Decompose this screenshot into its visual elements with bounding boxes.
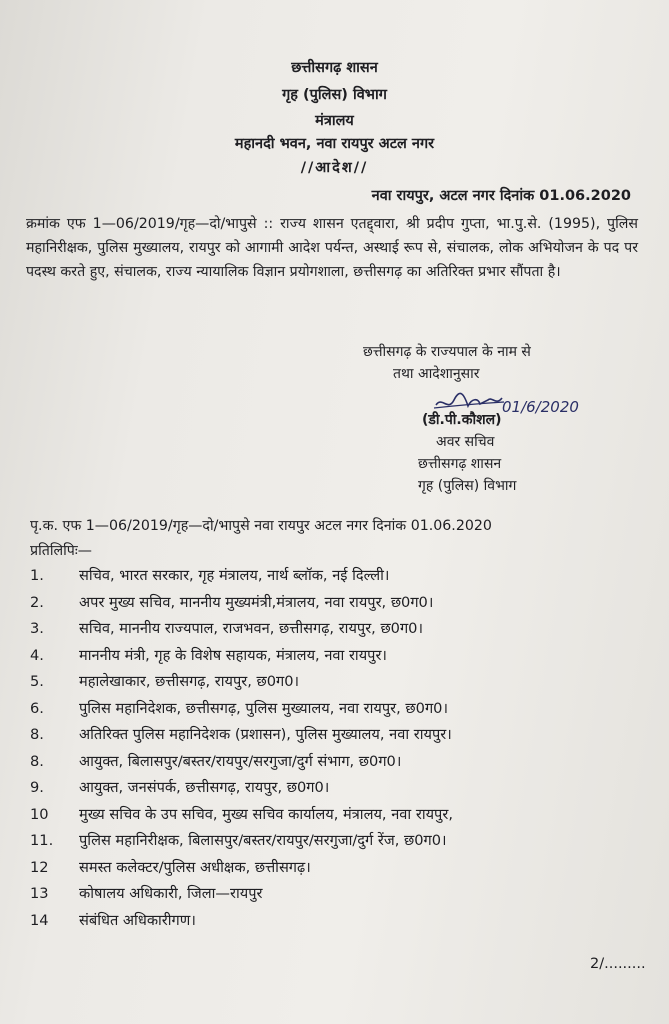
list-item (30, 590, 650, 617)
list-item-number: 5. (30, 673, 44, 690)
list-item-number: 3. (30, 620, 44, 637)
list-item-text: माननीय मंत्री, गृह के विशेष सहायक, मंत्रालय, नवा रायपुर। (79, 646, 387, 664)
header-department: गृह (पुलिस) विभाग (282, 87, 387, 103)
list-item-text: मुख्य सचिव के उप सचिव, मुख्य सचिव कार्यालय, मंत्रालय, नवा रायपुर, (79, 805, 453, 823)
list-item-text: समस्त कलेक्टर/पुलिस अधीक्षक, छत्तीसगढ़। (79, 858, 311, 876)
list-item-text: संबंधित अधिकारीगण। (79, 911, 196, 929)
signatory-department: गृह (पुलिस) विभाग (418, 478, 517, 494)
signatory-name: (डी.पी.कौशल) (422, 412, 502, 428)
list-item-text: सचिव, भारत सरकार, गृह मंत्रालय, नार्थ ब्लॉक, नई दिल्ली। (79, 567, 390, 584)
list-item-text: कोषालय अधिकारी, जिला—रायपुर (79, 885, 263, 902)
list-item (30, 722, 650, 749)
list-item-number: 4. (30, 646, 44, 664)
copy-label: प्रतिलिपिः— (30, 543, 92, 559)
list-item-number: 13 (30, 885, 49, 902)
header-government: छत्तीसगढ़ शासन (291, 60, 378, 76)
list-item (30, 616, 650, 643)
list-item-number: 9. (30, 779, 44, 796)
list-item-text: आयुक्त, बिलासपुर/बस्तर/रायपुर/सरगुजा/दुर्ग संभाग, छ0ग0। (79, 752, 402, 770)
list-item-text: अतिरिक्त पुलिस महानिदेशक (प्रशासन), पुलिस मुख्यालय, नवा रायपुर। (79, 726, 452, 743)
header-address: महानदी भवन, नवा रायपुर अटल नगर (234, 136, 435, 152)
list-item-number: 2. (30, 593, 44, 611)
list-item-number: 6. (30, 699, 44, 717)
signature-date: 01/6/2020 (502, 398, 579, 416)
list-item-number: 11. (30, 832, 54, 849)
list-item (30, 908, 650, 935)
list-item-number: 10 (30, 805, 49, 823)
list-item-text: पुलिस महानिरीक्षक, बिलासपुर/बस्तर/रायपुर/सरगुजा/दुर्ग रेंज, छ0ग0। (79, 832, 447, 849)
list-item-number: 12 (30, 858, 49, 876)
signature-authority-line: छत्तीसगढ़ के राज्यपाल के नाम से (363, 344, 531, 360)
list-item (30, 775, 650, 802)
header-order-title: //आदेश// (300, 160, 369, 176)
list-item-number: 8. (30, 752, 44, 770)
signatory-office: छत्तीसगढ़ शासन (418, 456, 502, 472)
list-item-text: सचिव, माननीय राज्यपाल, राजभवन, छत्तीसगढ़, रायपुर, छ0ग0। (79, 620, 423, 637)
list-item (30, 802, 650, 829)
order-date: नवा रायपुर, अटल नगर दिनांक 01.06.2020 (371, 188, 631, 204)
list-item (30, 749, 650, 776)
list-item (30, 828, 650, 855)
signature-order-line: तथा आदेशानुसार (393, 366, 480, 382)
list-item-text: आयुक्त, जनसंपर्क, छत्तीसगढ़, रायपुर, छ0ग0। (79, 779, 330, 796)
list-item (30, 881, 650, 908)
list-item-text: अपर मुख्य सचिव, माननीय मुख्यमंत्री,मंत्रालय, नवा रायपुर, छ0ग0। (79, 593, 434, 611)
list-item-number: 1. (30, 567, 44, 584)
list-item (30, 563, 650, 590)
list-item (30, 643, 650, 670)
page-number: 2/......... (590, 956, 646, 972)
copy-list (30, 563, 650, 934)
endorsement-reference: पृ.क. एफ 1—06/2019/गृह—दो/भापुसे नवा रायपुर अटल नगर दिनांक 01.06.2020 (30, 518, 492, 534)
list-item-number: 14 (30, 911, 49, 929)
list-item-number: 8. (30, 726, 44, 743)
list-item (30, 855, 650, 882)
signatory-designation: अवर सचिव (436, 434, 495, 450)
list-item (30, 696, 650, 723)
list-item (30, 669, 650, 696)
order-body: क्रमांक एफ 1—06/2019/गृह—दो/भापुसे :: राज्य शासन एतद्द्वारा, श्री प्रदीप गुप्ता, भा.पु.से. (1995), पुलिस महानिरीक्षक, पुलिस मुख्यालय, रायपुर को आगामी आदेश पर्यन्त, अस्थाई रूप से, संचालक, लोक अभियोजन के पद पर पदस्थ करते हुए, संचालक, राज्य न्यायालिक विज्ञान प्रयोगशाला, छत्तीसगढ़ का अतिरिक्त प्रभार सौंपता है। (26, 216, 638, 280)
list-item-text: पुलिस महानिदेशक, छत्तीसगढ़, पुलिस मुख्यालय, नवा रायपुर, छ0ग0। (79, 699, 448, 717)
list-item-text: महालेखाकार, छत्तीसगढ़, रायपुर, छ0ग0। (79, 673, 300, 690)
header-ministry: मंत्रालय (315, 113, 354, 129)
